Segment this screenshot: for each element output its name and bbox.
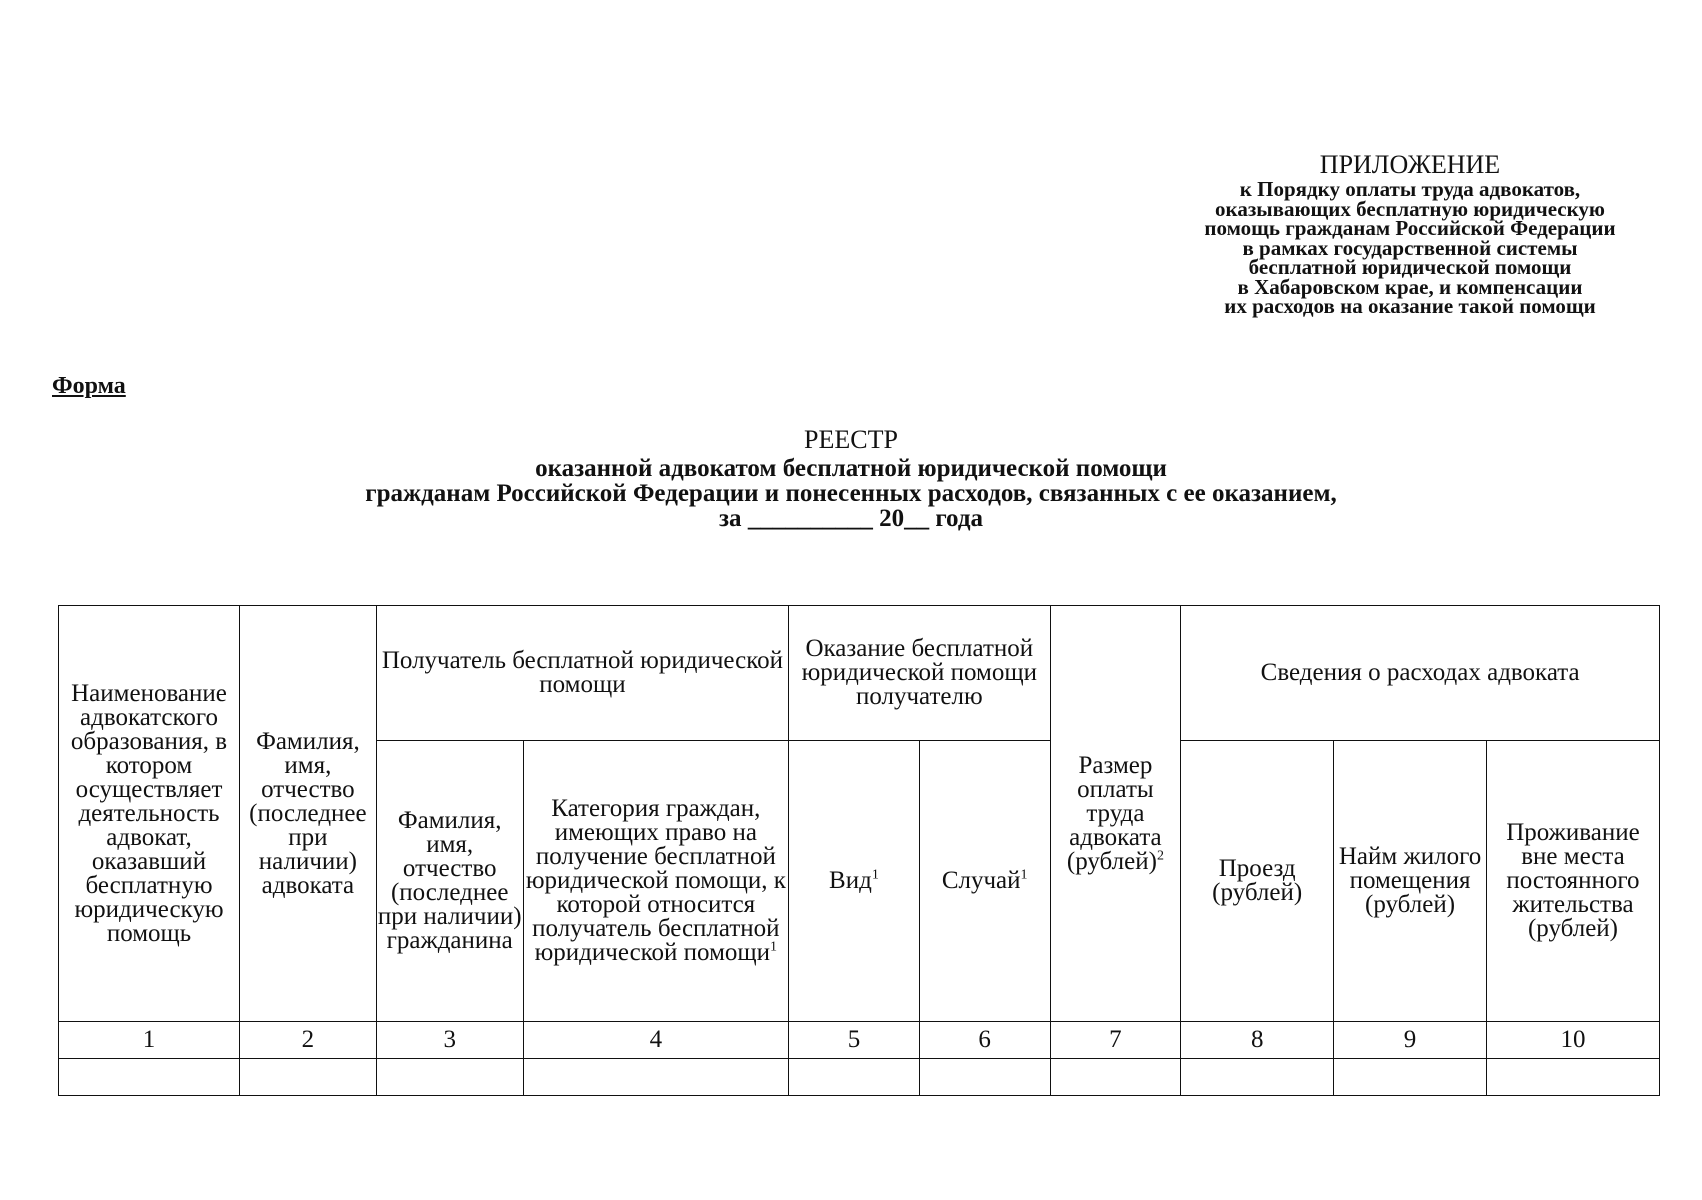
- header-category: [523, 741, 788, 1022]
- header-citizen-name: Фамилия, имя, отчество (последнее при наличии) гражданина: [376, 741, 523, 1022]
- footnote-ref: 2: [1156, 848, 1164, 864]
- empty-cell: [1181, 1059, 1334, 1096]
- category-label: Категория граждан, имеющих право на получение бесплатной юридической помощи, к которой относится получатель бесплатной юридической помощи: [525, 795, 786, 966]
- case-label: Случай: [941, 867, 1021, 894]
- footnote-ref: 1: [1020, 867, 1028, 883]
- column-number: 6: [919, 1022, 1050, 1059]
- appendix-line: бесплатной юридической помощи: [1248, 255, 1572, 279]
- column-number: 5: [789, 1022, 920, 1059]
- empty-cell: [376, 1059, 523, 1096]
- header-accommodation: Проживание вне места постоянного жительства (рублей): [1486, 741, 1659, 1022]
- period-prefix: за: [719, 505, 742, 532]
- footnote-ref: 1: [770, 939, 778, 955]
- column-number: 2: [240, 1022, 377, 1059]
- column-number: 4: [523, 1022, 788, 1059]
- column-number: 7: [1050, 1022, 1181, 1059]
- appendix-line: их расходов на оказание такой помощи: [1224, 294, 1596, 318]
- period-year: 20__: [879, 505, 930, 532]
- column-number: 1: [59, 1022, 240, 1059]
- header-provision-group: Оказание бесплатной юридической помощи получателю: [789, 606, 1050, 741]
- header-type: [789, 741, 920, 1022]
- empty-cell: [919, 1059, 1050, 1096]
- payment-label: Размер оплаты труда адвоката (рублей): [1066, 751, 1162, 875]
- document-heading: [200, 424, 1502, 531]
- header-housing: Найм жилого помещения (рублей): [1334, 741, 1487, 1022]
- header-lawyer-name: Фамилия, имя, отчество (последнее при наличии) адвоката: [240, 606, 377, 1022]
- empty-cell: [789, 1059, 920, 1096]
- column-number: 10: [1486, 1022, 1659, 1059]
- form-label: Форма: [52, 373, 126, 399]
- appendix-line: в рамках государственной системы: [1242, 235, 1578, 260]
- footnote-ref: 1: [871, 867, 879, 883]
- header-expenses-group: Сведения о расходах адвоката: [1181, 606, 1660, 741]
- appendix-line: к Порядку оплаты труда адвокатов,: [1239, 177, 1581, 201]
- registry-table: [58, 605, 1660, 1096]
- heading-line-2: гражданам Российской Федерации и понесенных расходов, связанных с ее оказанием,: [365, 480, 1337, 507]
- header-payment: [1050, 606, 1181, 1022]
- header-case: [919, 741, 1050, 1022]
- empty-cell: [59, 1059, 240, 1096]
- type-label: Вид: [829, 867, 872, 894]
- header-organization: Наименование адвокатского образования, в котором осуществляет деятельность адвокат, оказавший бесплатную юридическую помощь: [59, 606, 240, 1022]
- empty-data-row: [59, 1059, 1660, 1096]
- heading-line-1: оказанной адвокатом бесплатной юридической помощи: [535, 455, 1167, 482]
- empty-cell: [1050, 1059, 1181, 1096]
- appendix-line: помощь гражданам Российской Федерации: [1204, 216, 1616, 240]
- period-suffix: года: [935, 505, 983, 532]
- appendix-block: [1150, 150, 1670, 317]
- appendix-line: оказывающих бесплатную юридическую: [1215, 196, 1605, 221]
- appendix-title: ПРИЛОЖЕНИЕ: [1319, 150, 1501, 179]
- heading-title: РЕЕСТР: [804, 425, 898, 454]
- header-travel: Проезд (рублей): [1181, 741, 1334, 1022]
- column-number-row: [59, 1022, 1660, 1059]
- header-row-group: [59, 606, 1660, 741]
- heading-period: [200, 506, 1502, 531]
- period-blank: __________: [747, 505, 873, 532]
- column-number: 3: [376, 1022, 523, 1059]
- empty-cell: [523, 1059, 788, 1096]
- empty-cell: [240, 1059, 377, 1096]
- empty-cell: [1334, 1059, 1487, 1096]
- column-number: 9: [1334, 1022, 1487, 1059]
- empty-cell: [1486, 1059, 1659, 1096]
- header-recipient-group: Получатель бесплатной юридической помощи: [376, 606, 788, 741]
- appendix-line: в Хабаровском крае, и компенсации: [1237, 274, 1583, 299]
- column-number: 8: [1181, 1022, 1334, 1059]
